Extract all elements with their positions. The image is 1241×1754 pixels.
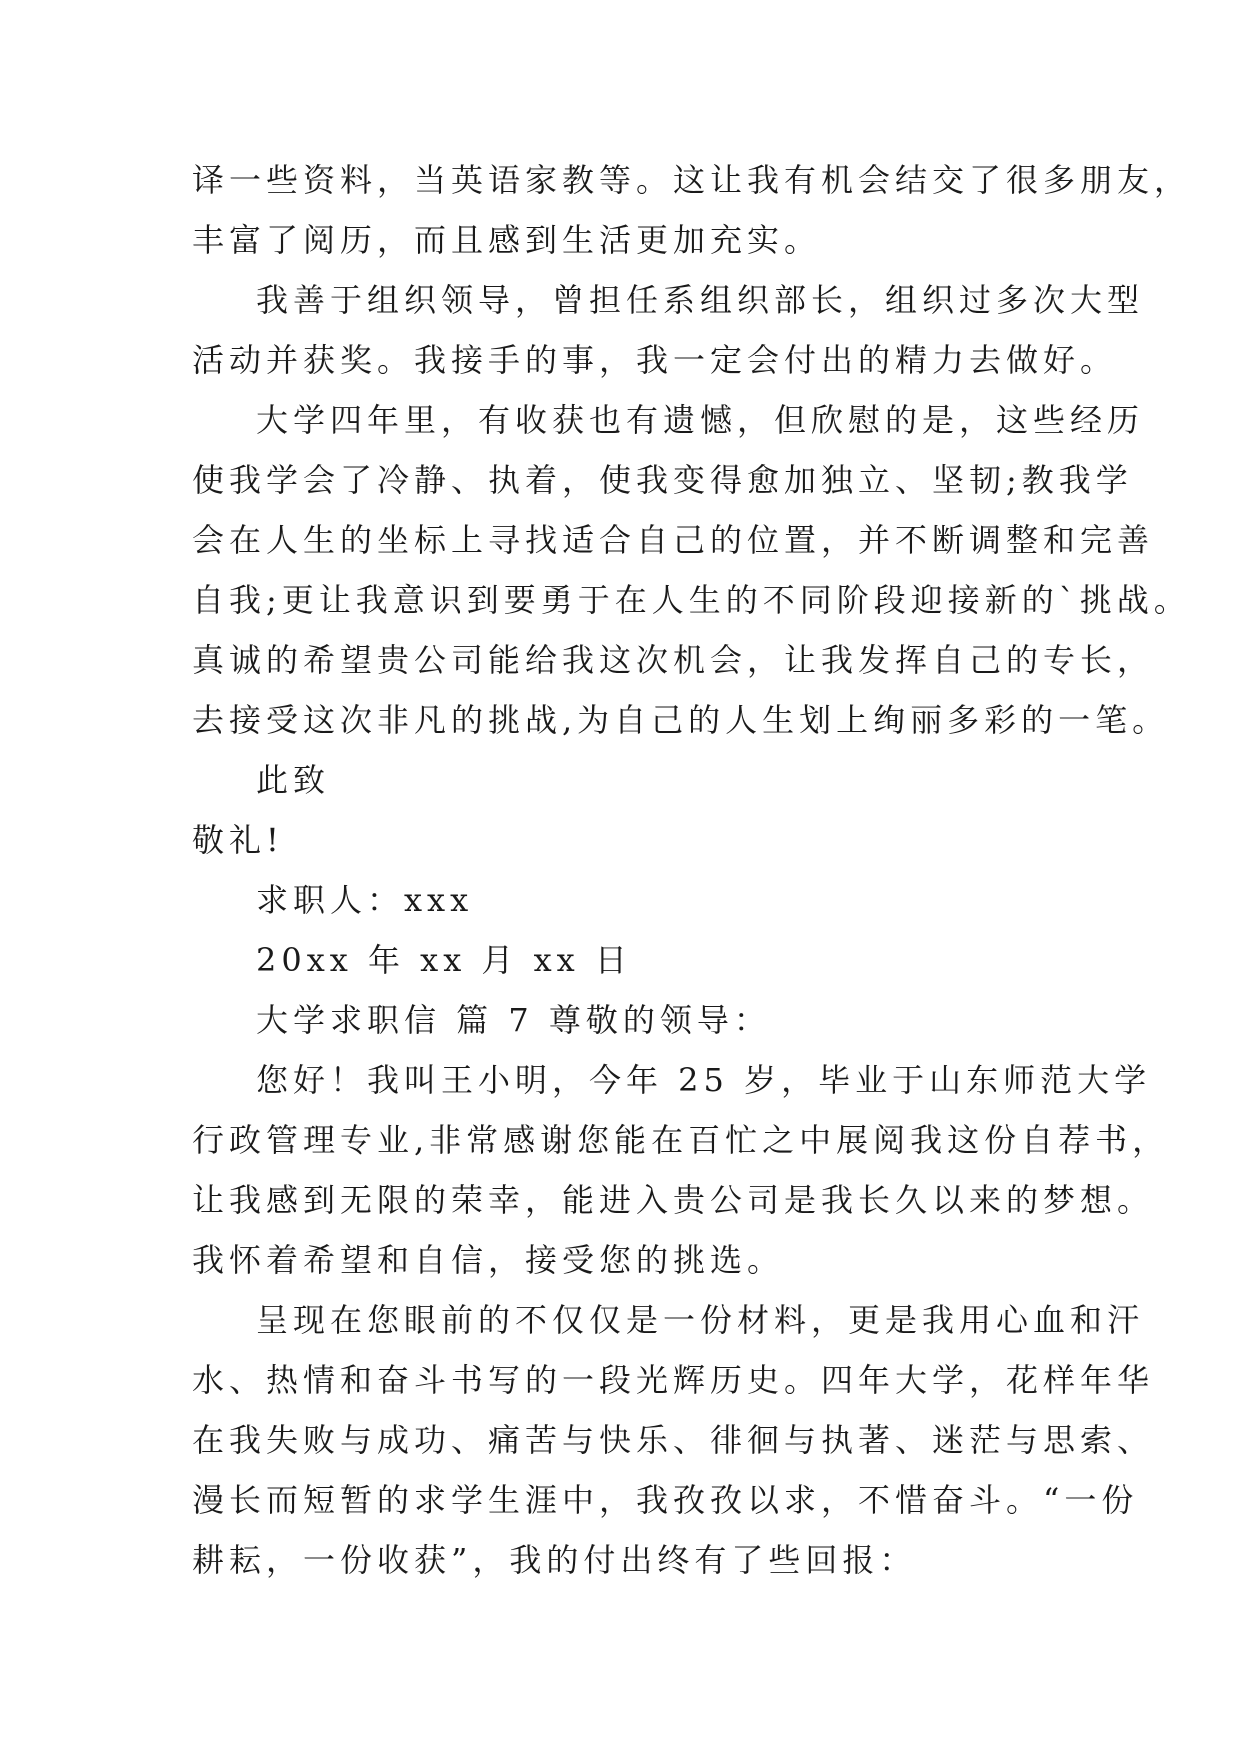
paragraph-start-line: 您好！我叫王小明，今年 25 岁，毕业于山东师范大学 — [256, 1061, 1152, 1099]
paragraph-start-line: 大学四年里，有收获也有遗憾，但欣慰的是，这些经历 — [256, 401, 1145, 439]
text-line: 在我失败与成功、痛苦与快乐、徘徊与执著、迷茫与思索、 — [192, 1421, 1155, 1459]
paragraph-start-line: 呈现在您眼前的不仅仅是一份材料，更是我用心血和汗 — [256, 1301, 1145, 1339]
section-heading-line: 大学求职信 篇 7 尊敬的领导： — [256, 1001, 771, 1039]
text-line: 会在人生的坐标上寻找适合自己的位置，并不断调整和完善 — [192, 521, 1155, 559]
text-line: 耕耘，一份收获”，我的付出终有了些回报： — [192, 1541, 917, 1579]
text-line: 水、热情和奋斗书写的一段光辉历史。四年大学，花样年华 — [192, 1361, 1155, 1399]
signature-line: 求职人：xxx — [256, 881, 474, 919]
text-line: 行政管理专业,非常感谢您能在百忙之中展阅我这份自荐书， — [192, 1121, 1170, 1159]
text-line: 真诚的希望贵公司能给我这次机会，让我发挥自己的专长， — [192, 641, 1155, 679]
text-line: 丰富了阅历，而且感到生活更加充实。 — [192, 221, 822, 259]
text-line: 我怀着希望和自信，接受您的挑选。 — [192, 1241, 785, 1279]
paragraph-start-line: 我善于组织领导，曾担任系组织部长，组织过多次大型 — [256, 281, 1145, 319]
text-line: 漫长而短暂的求学生涯中，我孜孜以求，不惜奋斗。“一份 — [192, 1481, 1139, 1519]
text-line: 让我感到无限的荣幸，能进入贵公司是我长久以来的梦想。 — [192, 1181, 1155, 1219]
text-line: 去接受这次非凡的挑战,为自己的人生划上绚丽多彩的一笔。 — [192, 701, 1170, 739]
salutation-line: 敬礼! — [192, 821, 284, 859]
text-line: 使我学会了冷静、执着，使我变得愈加独立、坚韧;教我学 — [192, 461, 1133, 499]
text-line: 译一些资料，当英语家教等。这让我有机会结交了很多朋友， — [192, 161, 1192, 199]
text-line: 自我;更让我意识到要勇于在人生的不同阶段迎接新的`挑战。 — [192, 581, 1191, 619]
text-line: 活动并获奖。我接手的事，我一定会付出的精力去做好。 — [192, 341, 1118, 379]
closing-line: 此致 — [256, 761, 331, 799]
date-line: 20xx 年 xx 月 xx 日 — [256, 941, 632, 979]
